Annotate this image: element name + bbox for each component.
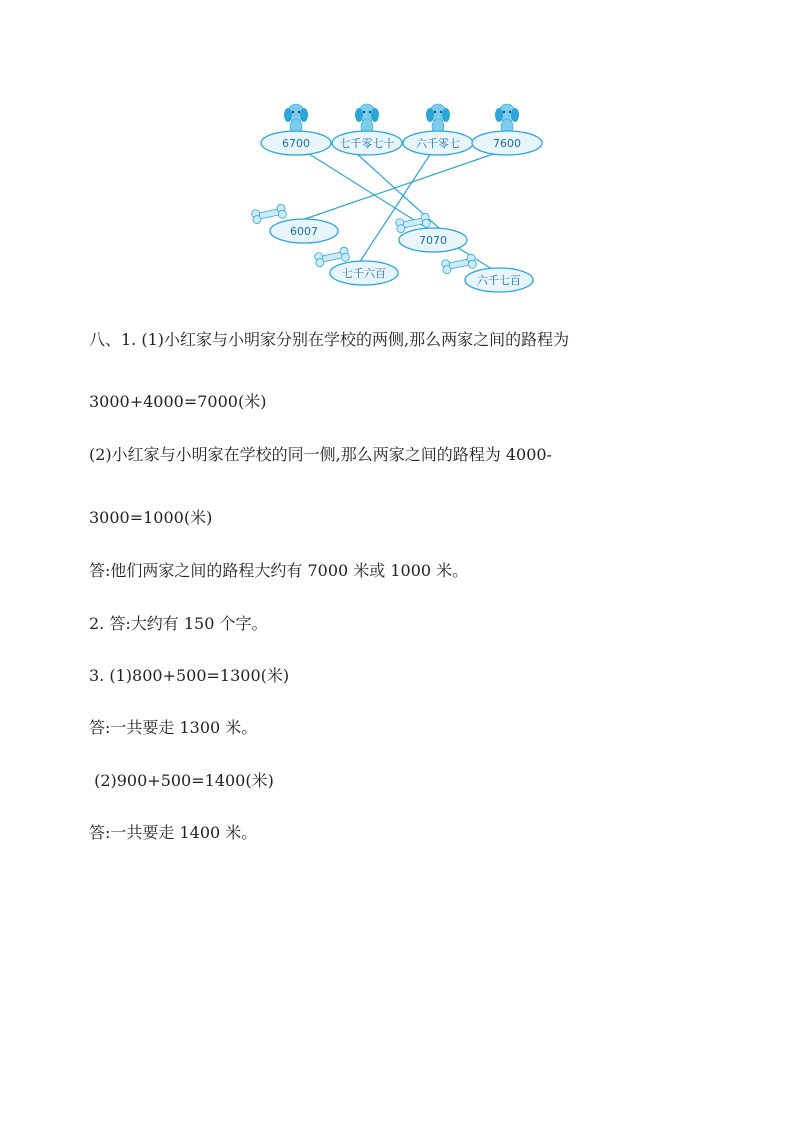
dog-eye [440,111,442,113]
dog-eye [503,111,505,113]
answer-line-3: (2)小红家与小明家在学校的同一侧,那么两家之间的路程为 4000- [89,445,552,464]
top-oval-1 [332,131,402,155]
dog-ear [371,108,379,122]
bottom-oval-label: 6007 [290,225,318,238]
top-oval-3 [472,131,542,155]
answer-line-7: 3. (1)800+500=1300(米) [89,666,290,685]
dog-icons [284,104,519,135]
bone-icon [441,254,477,275]
matching-figure [236,90,566,295]
answer-line-10: 答:一共要走 1400 米。 [89,823,258,842]
dog-ear [511,108,519,122]
answer-line-9: (2)900+500=1400(米) [89,771,274,790]
answer-line-2: 3000+4000=7000(米) [89,392,267,411]
top-oval-2 [403,131,473,155]
top-oval-label: 六千零七 [416,137,460,150]
top-oval-label: 6700 [282,137,310,150]
bottom-oval-label: 7070 [419,234,447,247]
answer-line-8: 答:一共要走 1300 米。 [89,718,258,737]
answer-line-4: 3000=1000(米) [89,508,213,527]
dog-eye [369,111,371,113]
bottom-oval-3 [465,268,533,292]
bottom-oval-0 [270,219,338,243]
dog-eye [363,111,365,113]
dog-eye [509,111,511,113]
bone-icon [251,204,287,225]
dog-ear [355,108,363,122]
top-ovals [261,131,542,155]
dog-eye [298,111,300,113]
connection-lines [299,152,499,271]
dog-ear [495,108,503,122]
answer-line-5: 答:他们两家之间的路程大约有 7000 米或 1000 米。 [89,561,469,580]
dog-ear [284,108,292,122]
bottom-oval-label: 六千七百 [477,274,521,287]
bottom-oval-2 [330,261,398,285]
dog-ear [442,108,450,122]
top-oval-label: 7600 [493,137,521,150]
dog-ear [426,108,434,122]
dog-eye [434,111,436,113]
dog-ear [300,108,308,122]
bottom-oval-label: 七千六百 [342,267,386,280]
answer-line-6: 2. 答:大约有 150 个字。 [89,614,268,633]
answer-line-1: 八、1. (1)小红家与小明家分别在学校的两侧,那么两家之间的路程为 [89,330,570,349]
dog-eye [292,111,294,113]
top-oval-label: 七千零七十 [339,137,395,150]
top-oval-0 [261,131,331,155]
bottom-oval-1 [399,228,467,252]
